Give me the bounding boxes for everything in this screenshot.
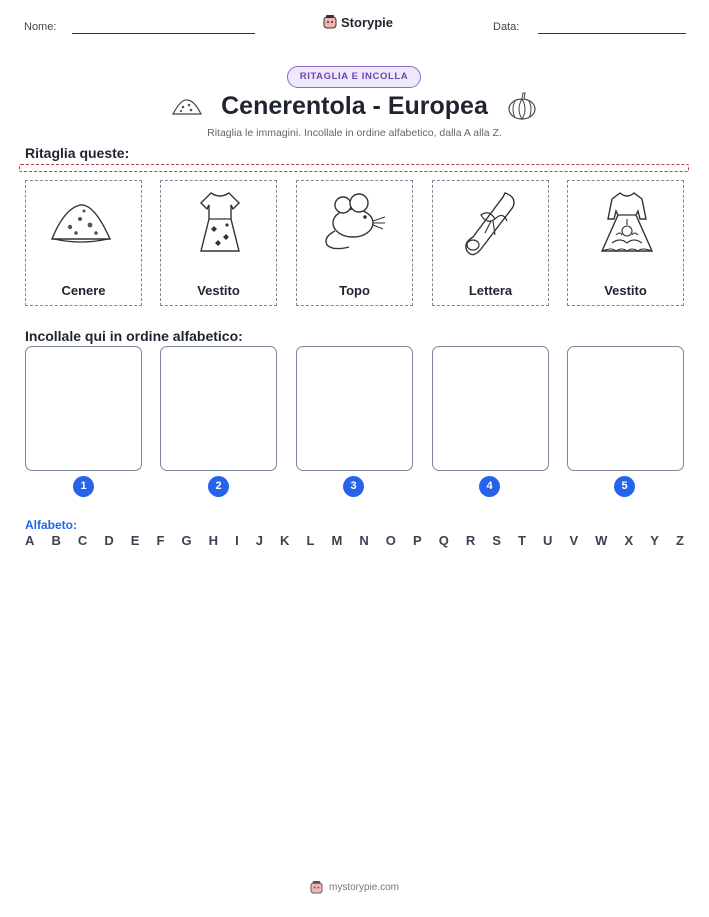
alphabet-letter: Y [650,533,659,548]
card-label: Lettera [468,283,513,298]
slot-number: 5 [614,476,635,497]
slot-number: 1 [73,476,94,497]
alphabet-letter: F [156,533,165,548]
footer [0,880,709,895]
paste-box-4[interactable] [432,346,549,471]
alphabet-letter: B [51,533,61,548]
pumpkin-icon [506,91,538,121]
paste-box-2[interactable] [160,346,277,471]
alphabet-letter: H [208,533,219,548]
cut-card[interactable] [432,180,549,306]
alphabet-letter: I [235,533,239,548]
alphabet-letter: O [385,533,396,548]
paste-box-3[interactable] [296,346,413,471]
footer-url[interactable]: mystorypie.com [328,882,399,893]
ornate-dress-icon [596,189,658,259]
alphabet-letter: P [412,533,422,548]
alphabet-letter: A [25,533,35,548]
alphabet-letter: K [280,533,290,548]
alphabet-letter: G [181,533,192,548]
alphabet-letter: Q [438,533,449,548]
paste-box-5[interactable] [567,346,684,471]
page-title: Cenerentola - Europea [221,92,488,120]
alphabet-letter: R [465,533,476,548]
alphabet-letter: N [359,533,369,548]
alphabet-letter: U [543,533,553,548]
alphabet-letter: W [595,533,608,548]
alphabet-letter: T [518,533,526,548]
name-label: Nome: [24,21,57,33]
date-label: Data: [493,21,520,33]
storypie-mascot-icon [310,880,323,895]
brand-logo [323,14,393,30]
simple-dress-icon [189,189,251,259]
alphabet-letter: E [130,533,140,548]
alphabet-letter: Z [675,533,684,548]
storypie-mascot-icon [323,14,337,30]
card-label: Cenere [61,283,106,298]
card-label: Vestito [604,283,647,298]
slot-number: 2 [208,476,229,497]
scroll-letter-icon [461,189,523,261]
alphabet-letter: L [306,533,315,548]
paste-box-1[interactable] [25,346,142,471]
alphabet-row [25,533,684,548]
name-line[interactable] [72,33,255,34]
mouse-icon [319,189,389,255]
paste-heading: Incollale qui in ordine alfabetico: [25,328,243,344]
card-label: Vestito [197,283,240,298]
card-label: Topo [339,283,370,298]
ash-pile-icon [50,189,112,251]
alphabet-letter: J [255,533,263,548]
alphabet-letter: X [624,533,634,548]
slot-number: 4 [479,476,500,497]
alphabet-letter: V [569,533,579,548]
alphabet-letter: M [331,533,343,548]
cut-card[interactable] [567,180,684,306]
activity-badge: RITAGLIA E INCOLLA [287,66,421,88]
date-line[interactable] [538,33,686,34]
slot-number: 3 [343,476,364,497]
alphabet-letter: S [492,533,501,548]
cut-card[interactable] [296,180,413,306]
alphabet-letter: C [77,533,88,548]
alphabet-heading: Alfabeto: [25,518,77,532]
cut-line [19,164,689,172]
brand-name: Storypie [341,14,394,30]
alphabet-letter: D [104,533,114,548]
instructions: Ritaglia le immagini. Incollale in ordine alfabetico, dalla A alla Z. [207,127,502,139]
cut-heading: Ritaglia queste: [25,145,130,161]
cut-card[interactable] [25,180,142,306]
cut-card[interactable] [160,180,277,306]
